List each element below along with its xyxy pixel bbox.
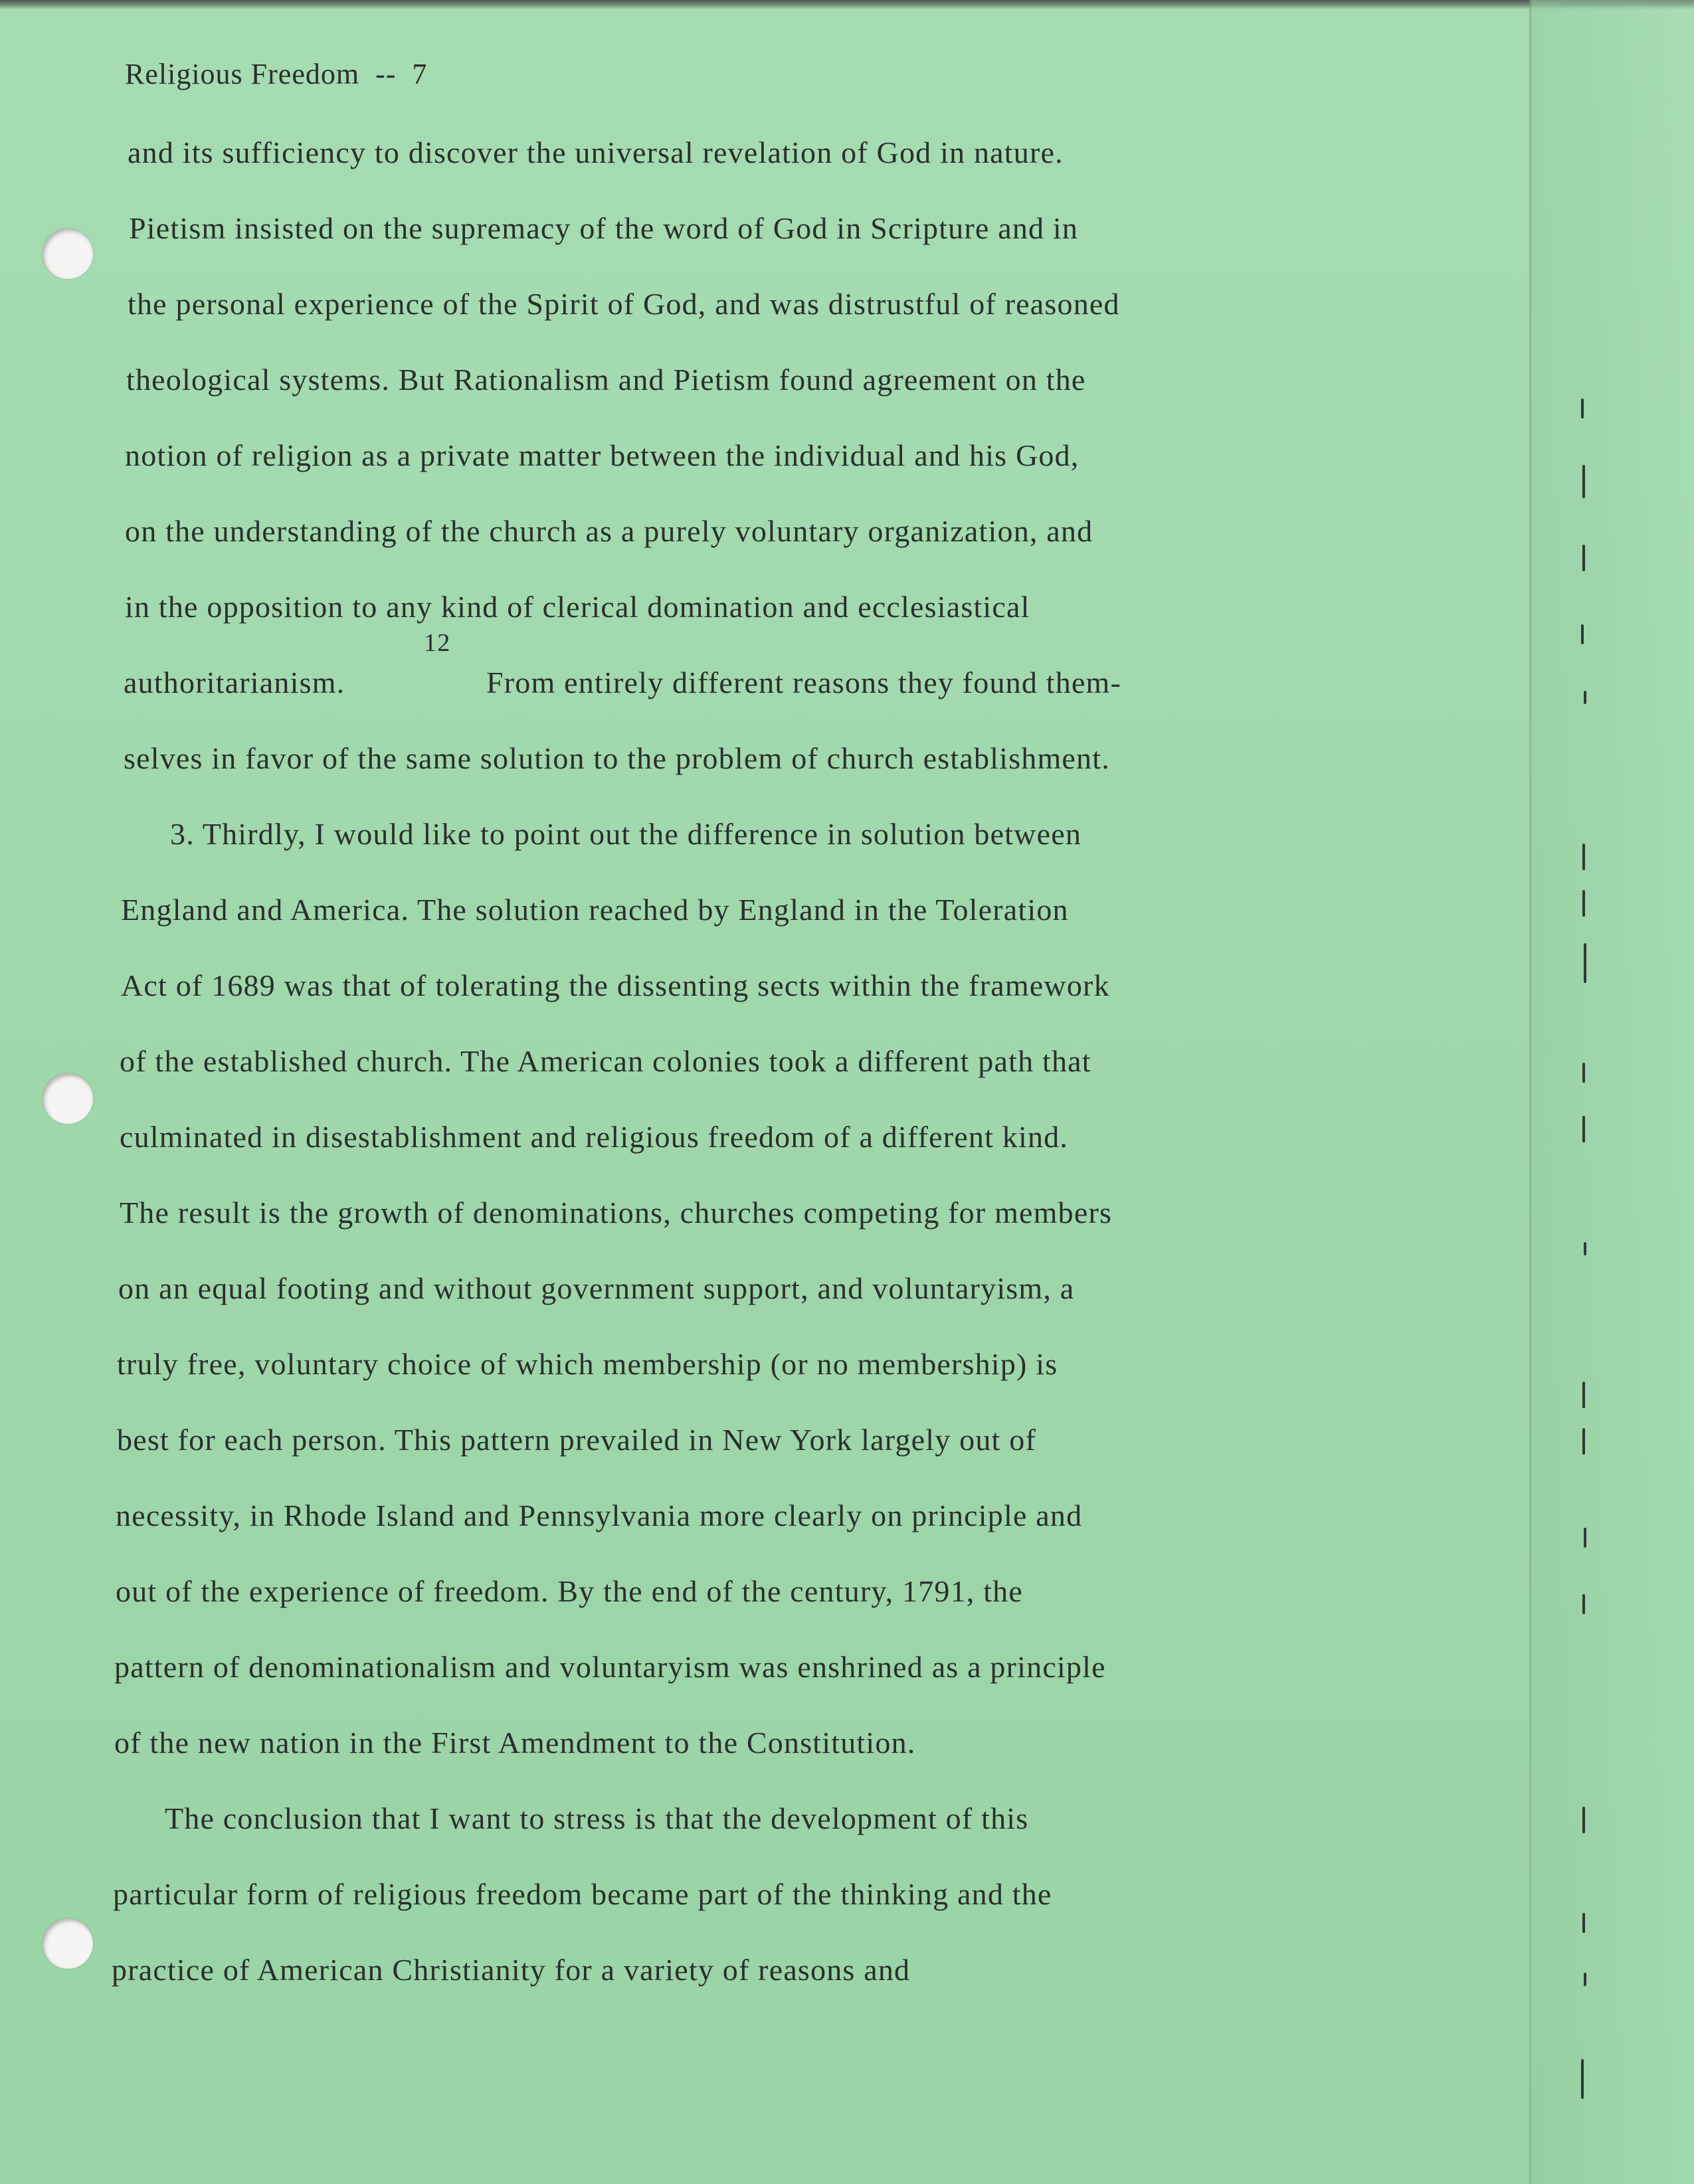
margin-mark: [1582, 465, 1585, 498]
body-line-21: pattern of denominationalism and voluntaryism was enshrined as a principle: [114, 1650, 1106, 1684]
body-line-17: truly free, voluntary choice of which membership (or no membership) is: [117, 1347, 1058, 1381]
margin-mark: [1582, 1116, 1585, 1142]
margin-mark: [1584, 1528, 1586, 1548]
paper-top-edge: [0, 0, 1694, 9]
body-line-16: on an equal footing and without government support, and voluntaryism, a: [118, 1271, 1075, 1305]
punch-hole-top: [43, 228, 93, 279]
punch-hole-bottom: [43, 1918, 93, 1969]
margin-mark: [1582, 1913, 1585, 1933]
body-line-18: best for each person. This pattern prevailed in New York largely out of: [117, 1423, 1036, 1457]
margin-mark: [1584, 691, 1586, 704]
margin-mark: [1581, 2059, 1584, 2099]
document-body: [112, 130, 1448, 2023]
fold-line: [1529, 0, 1531, 2184]
body-line-8-start: authoritarianism.: [124, 666, 345, 699]
body-line-12: Act of 1689 was that of tolerating the dissenting sects within the framework: [121, 968, 1110, 1002]
body-line-1: and its sufficiency to discover the universal revelation of God in nature.: [128, 136, 1064, 169]
body-line-23: The conclusion that I want to stress is that the development of this: [165, 1801, 1029, 1835]
body-line-20: out of the experience of freedom. By the end of the century, 1791, the: [116, 1574, 1024, 1608]
margin-mark: [1582, 1063, 1585, 1083]
body-line-19: necessity, in Rhode Island and Pennsylvania more clearly on principle and: [116, 1499, 1083, 1532]
margin-mark: [1582, 844, 1585, 870]
margin-mark: [1582, 1594, 1585, 1614]
margin-mark: [1582, 1807, 1585, 1833]
margin-mark: [1581, 624, 1584, 644]
body-line-24: particular form of religious freedom became part of the thinking and the: [113, 1877, 1052, 1911]
body-line-13: of the established church. The American colonies took a different path that: [120, 1044, 1091, 1078]
body-line-9: selves in favor of the same solution to the problem of church establishment.: [124, 741, 1110, 775]
body-line-11: England and America. The solution reached by England in the Toleration: [121, 893, 1069, 927]
margin-mark: [1584, 1973, 1586, 1986]
running-header: Religious Freedom -- 7: [125, 58, 428, 90]
margin-mark: [1582, 890, 1585, 917]
body-line-10: 3. Thirdly, I would like to point out the difference in solution between: [170, 817, 1082, 851]
body-line-3: the personal experience of the Spirit of God, and was distrustful of reasoned: [128, 287, 1120, 321]
margin-mark: [1582, 545, 1585, 571]
body-line-25: practice of American Christianity for a variety of reasons and: [112, 1953, 911, 1987]
body-line-8: [124, 629, 1452, 736]
body-line-7: in the opposition to any kind of clerical domination and ecclesiastical: [125, 590, 1030, 624]
margin-mark: [1584, 1242, 1586, 1255]
margin-mark: [1582, 1428, 1585, 1455]
body-line-5: notion of religion as a private matter between the individual and his God,: [125, 438, 1080, 472]
footnote-reference-12: 12: [424, 629, 451, 657]
body-line-8-continuation: From entirely different reasons they found them-: [486, 666, 1122, 699]
margin-mark: [1584, 943, 1586, 983]
body-line-14: culminated in disestablishment and religious freedom of a different kind.: [120, 1120, 1069, 1154]
body-line-6: on the understanding of the church as a purely voluntary organization, and: [125, 514, 1093, 548]
binding-margin-marks: [1568, 359, 1687, 2152]
margin-mark: [1582, 1382, 1585, 1408]
margin-mark: [1581, 399, 1584, 418]
punch-hole-middle: [43, 1073, 93, 1124]
body-line-4: theological systems. But Rationalism and Pietism found agreement on the: [126, 363, 1086, 397]
body-line-22: of the new nation in the First Amendment to the Constitution.: [114, 1726, 916, 1760]
body-line-2: Pietism insisted on the supremacy of the word of God in Scripture and in: [129, 211, 1079, 245]
body-line-15: The result is the growth of denominations, churches competing for members: [120, 1196, 1113, 1229]
